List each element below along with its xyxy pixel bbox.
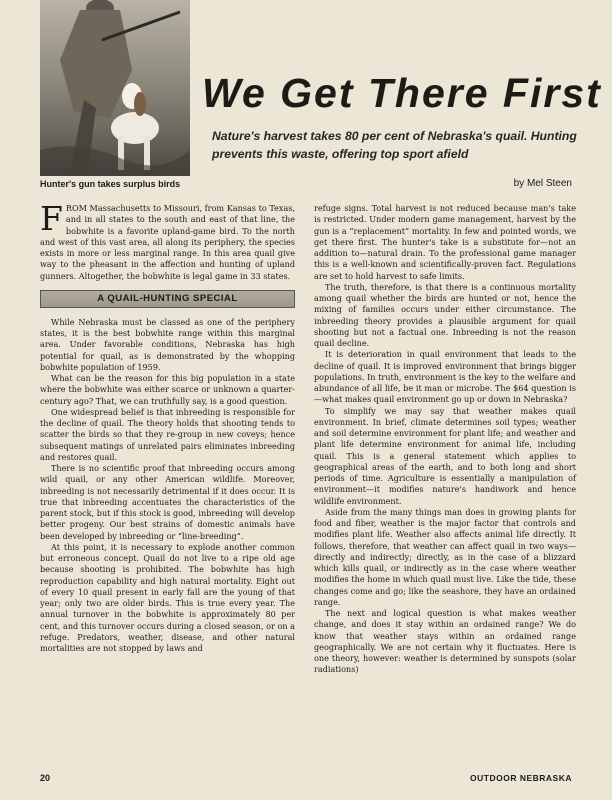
left-column xyxy=(40,199,295,654)
page-number: 20 xyxy=(40,773,51,783)
magazine-name: OUTDOOR NEBRASKA xyxy=(470,773,572,783)
intro-text: ROM Massachusetts to Missouri, from Kansas to Texas, and in all states to the south and east of that line, the bobwhite is a favorite upland-game bird. To the north and west of this vast area, all along its periphery, the species exists in more or less marginal range. In this area quail give way to the pheasant in the affection and hunting of upland gunners. Altogether, the bobwhite is legal game in 33 states. xyxy=(40,203,295,281)
intro-paragraph xyxy=(40,199,295,282)
body-paragraph: The next and logical question is what makes weather change, and does it stay within an ordained range? We do know that weather stays within an ordained range geographically. We are not certain why it fluctuates. Here is one theory, however: weather is determined by sunspots (solar radiations) xyxy=(314,608,576,675)
article-subtitle: Nature's harvest takes 80 per cent of Nebraska's quail. Hunting prevents this waste, offering top sport afield xyxy=(212,129,577,161)
body-paragraph: The truth, therefore, is that there is a continuous mortality among quail whether the birds are hunted or not, hence the mixing of families occurs under either circumstance. The inbreeding theory provides a plausible argument for quail shooting but not a factual one. Inbreeding is not the reason quail decline. xyxy=(314,281,576,348)
body-paragraph: One widespread belief is that inbreeding is responsible for the decline of quail. The theory holds that shooting tends to scatter the birds so that they re-group in new coveys; hence subsequent matings of unrelated pairs eliminates inbreeding and restores quail. xyxy=(40,406,295,462)
body-paragraph: It is deterioration in quail environment that leads to the decline of quail. It is improved environment that brings bigger populations. In truth, environment is the key to the welfare and abundance of all life, be it man or microbe. The $64 question is—what makes quail environment go up or down in Nebraska? xyxy=(314,349,576,405)
photo-caption: Hunter's gun takes surplus birds xyxy=(40,179,181,189)
hunter-with-dog-photo xyxy=(40,0,190,176)
byline: by Mel Steen xyxy=(513,178,572,189)
body-paragraph: While Nebraska must be classed as one of the periphery states, it is the best bobwhite range within this marginal area. Under favorable conditions, Nebraska has high potential for quail, as is demonstrated by the whopping bobwhite population of 1959. xyxy=(40,316,295,372)
continued-paragraph: refuge signs. Total harvest is not reduced because man's take is restricted. Under modern game management, harvest by the gun is a “replacement” mortality. In few and pointed words, we get there first. The hunter's take is a substitute for—not an addition to—natural drain. To the professional game manager this is a well-known and scientifically-proven fact. Regulations are set to hold harvest to safe limits. xyxy=(314,203,576,281)
body-paragraph: There is no scientific proof that inbreeding occurs among wild quail, or any other American wildlife. Moreover, inbreeding is not necessarily detrimental if it does occur. It is true that inbreeding accentuates the characteristics of the parent stock, but if this stock is good, inbreeding will develop better progeny. Our best strains of domestic animals have been developed by inbreeding or “line-breeding”. xyxy=(40,463,295,541)
section-heading: A QUAIL-HUNTING SPECIAL xyxy=(40,290,295,308)
article-title: We Get There First xyxy=(202,70,602,116)
body-paragraph: To simplify we may say that weather makes quail environment. In brief, climate determines soil types; weather and soil determine environment for plant life; and weather and plant life determine environment for animal life, including quail. This is a general statement which applies to geographical areas of the earth, and to both long and short periods of time. Agriculture is essentially a manipulation of environment—it modifies nature's handiwork and hence wildlife environment. xyxy=(314,405,576,506)
right-column xyxy=(314,203,576,676)
drop-cap: F xyxy=(40,199,63,238)
hunter-dog-illustration xyxy=(40,0,190,176)
body-paragraph: Aside from the many things man does in growing plants for food and fiber, weather is the major factor that controls and modifies plant life. Weather also affects animal life directly. It follows, therefore, that weather can affect quail in two ways—directly and indirectly; directly, as in the case of a blizzard which kills quail, or indirectly as in the case where weather modifies the home in which quail must live. Like the tide, these changes come and go; like the seashore, they have an ordained range. xyxy=(314,506,576,607)
body-paragraph: What can be the reason for this big population in a state where the bobwhite was either scarce or unknown a quarter-century ago? That, we can truthfully say, is a good question. xyxy=(40,373,295,406)
body-paragraph: At this point, it is necessary to explode another common but erroneous concept. Quail do not live to a ripe old age because shooting is prohibited. The bobwhite has high reproduction capability and high natural mortality. Eight out of every 10 quail present in early fall are the young of that year; only two are older birds. This is true every year. The annual turnover in the bobwhite is approximately 80 per cent, and this turnover occurs during a closed season, or on a refuge. Predators, weather, disease, and other natural mortalities are not stopped by laws and xyxy=(40,541,295,653)
